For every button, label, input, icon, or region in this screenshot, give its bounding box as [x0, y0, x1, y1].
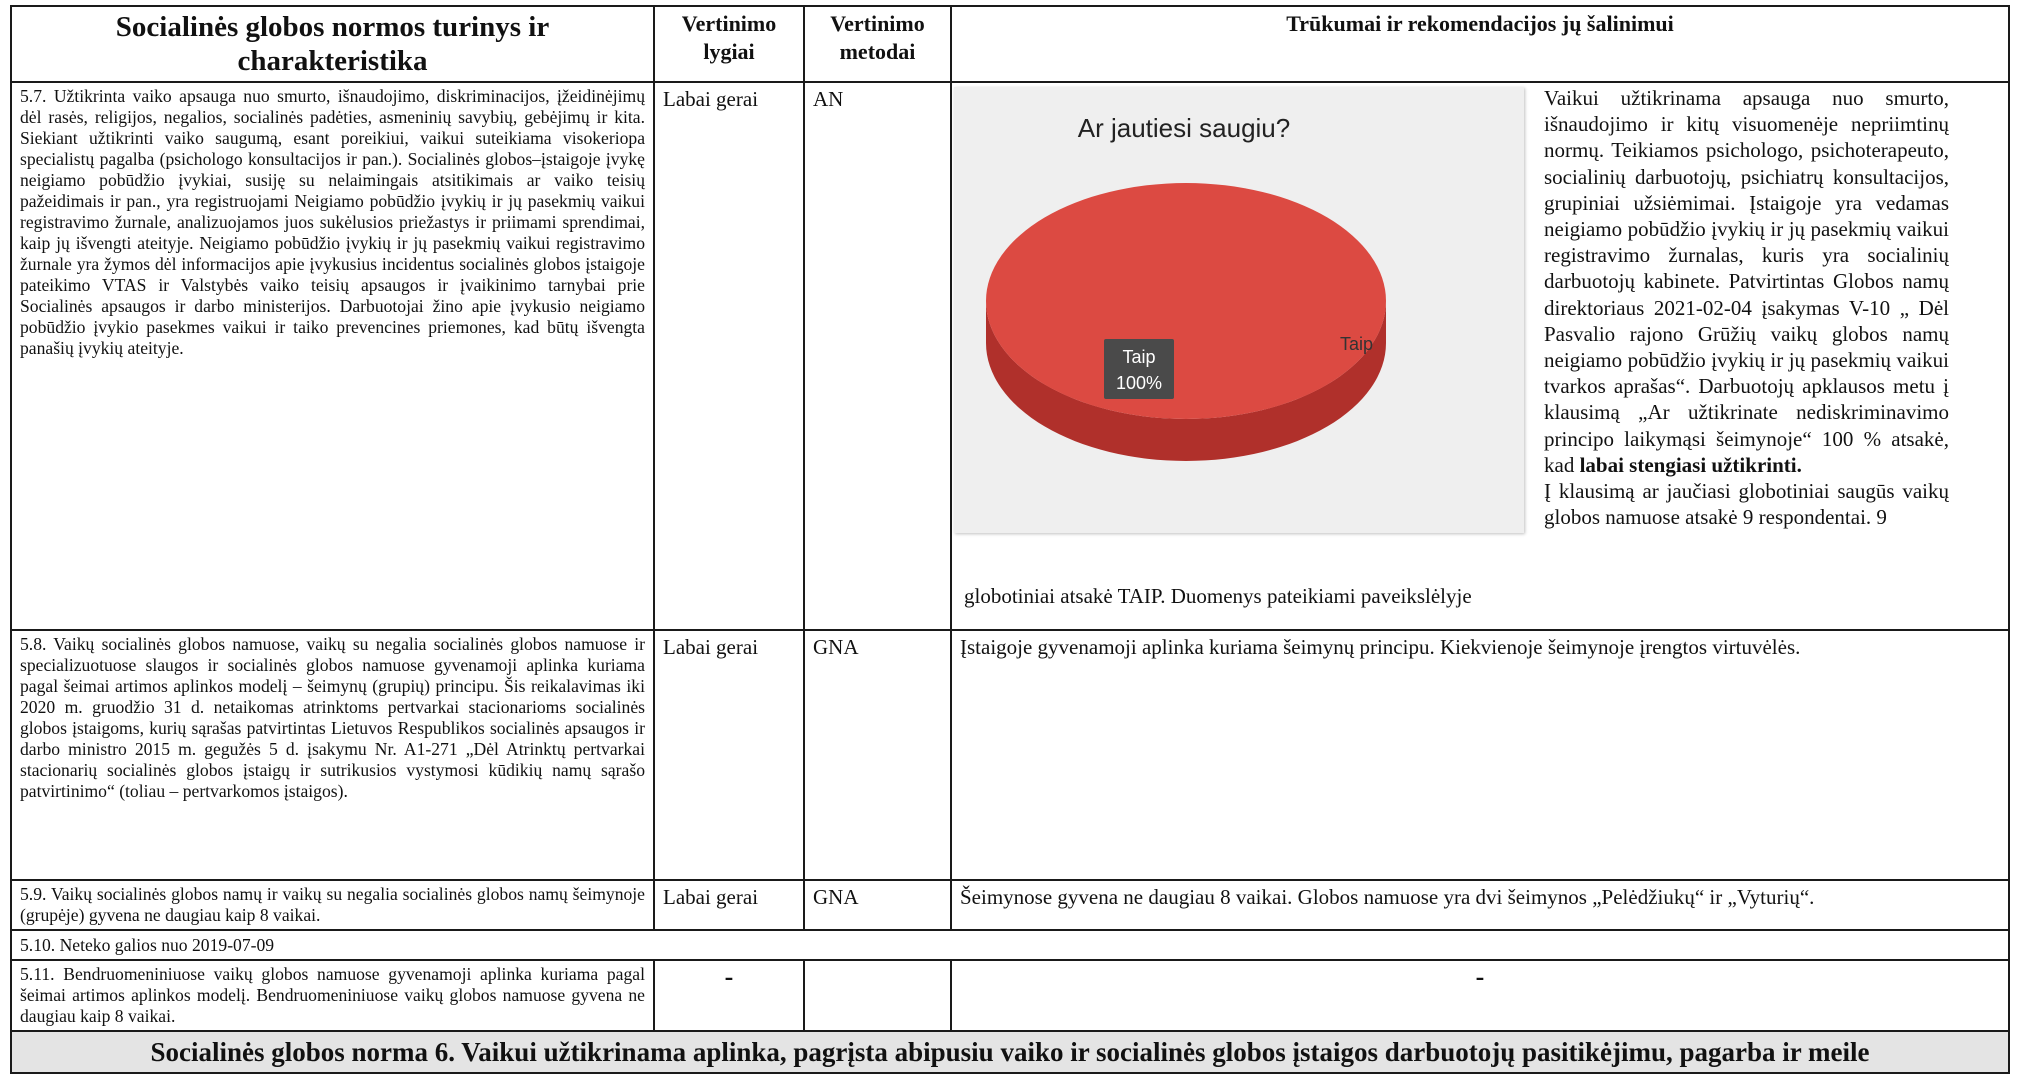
criterion-5-9: 5.9. Vaikų socialinės globos namų ir vaikų su negalia socialinės globos namų šeimynoje (grupėje) gyvena ne daugiau kaip 8 vaikai. — [11, 880, 654, 930]
norm-6-row — [11, 1031, 2009, 1073]
method-5-7: AN — [804, 82, 951, 630]
pie-data-label-category: Taip — [1122, 347, 1156, 367]
header-levels: Vertinimo lygiai — [654, 6, 804, 82]
rec-5-7-paragraph: Vaikui užtikrinama apsauga nuo smurto, išnaudojimo ir kitų visuomenėje nepriimtinų normų. Teikiamos psichologo, psichoterapeuto, socialinių darbuotojų, psichiatrų konsultacijos, grupiniai užsiėmimai. Įstaigoje yra vedamas neigiamo pobūdžio įvykių ir jų pasekmių vaikui registravimo žurnalas, kuris yra socialinių darbuotojų kabinete. Patvirtintas Globos namų direktoriaus 2021-02-04 įsakymas V-10 „ Dėl Pasvalio rajono Grūžių vaikų globos namų neigiamo pobūdžio įvykių ir jų pasekmių vaikui tvarkos aprašas“. Darbuotojų apklausos metu į klausimą „Ar užtikrinate nediskriminavimo principo laikymąsi šeimynoje“ 100 % atsakė, kad — [1544, 86, 1949, 477]
table-row-5-9 — [11, 880, 2009, 930]
pie-chart-svg — [954, 87, 1524, 533]
legend-swatch — [1325, 340, 1335, 350]
rec-5-7-caption: globotiniai atsakė TAIP. Duomenys pateikiami paveikslėlyje — [964, 584, 1472, 608]
recommendation-5-8: Įstaigoje gyvenamoji aplinka kuriama šeimynų principu. Kiekvienoje šeimynoje įrengtos virtuvėlės. — [951, 630, 2009, 880]
header-recommendations: Trūkumai ir rekomendacijos jų šalinimui — [951, 6, 2009, 82]
rec-5-7-survey: Į klausimą ar jaučiasi globotiniai saugūs vaikų globos namuose atsakė 9 respondentai. 9 — [1544, 479, 1949, 530]
header-criteria: Socialinės globos normos turinys ir charakteristika — [11, 6, 654, 82]
rec-5-7-bold: labai stengiasi užtikrinti. — [1579, 452, 1802, 477]
recommendation-5-7-container — [952, 83, 2008, 623]
method-5-8: GNA — [804, 630, 951, 880]
table-row-5-10 — [11, 930, 2009, 960]
recommendation-5-11: - — [951, 960, 2009, 1031]
recommendation-5-7-text — [1544, 85, 1949, 530]
criterion-5-11: 5.11. Bendruomeniniuose vaikų globos namuose gyvenamoji aplinka kuriama pagal šeimai artimos aplinkos modelį. Bendruomeniniuose vaikų globos namuose gyvena ne daugiau kaip 8 vaikai. — [11, 960, 654, 1031]
pie-chart-figure — [954, 87, 1524, 533]
legend-label: Taip — [1340, 334, 1374, 354]
norm-6-heading: Socialinės globos norma 6. Vaikui užtikrinama aplinka, pagrįsta abipusiu vaiko ir socialinės globos įstaigos darbuotojų pasitikėjimu, pagarba ir meile — [11, 1031, 2009, 1073]
document-page — [10, 5, 2008, 1067]
evaluation-table — [10, 5, 2010, 1074]
table-row-5-11 — [11, 960, 2009, 1031]
table-row-5-7 — [11, 82, 2009, 630]
level-5-8: Labai gerai — [654, 630, 804, 880]
level-5-7: Labai gerai — [654, 82, 804, 630]
level-5-11: - — [654, 960, 804, 1031]
recommendation-5-7 — [951, 82, 2009, 630]
table-row-5-8 — [11, 630, 2009, 880]
item-5-10: 5.10. Neteko galios nuo 2019-07-09 — [11, 930, 2009, 960]
recommendation-5-9: Šeimynose gyvena ne daugiau 8 vaikai. Globos namuose yra dvi šeimynos „Pelėdžiukų“ ir „Vyturių“. — [951, 880, 2009, 930]
criterion-5-8: 5.8. Vaikų socialinės globos namuose, vaikų su negalia socialinės globos namuose ir specializuotuose slaugos ir socialinės globos namuose gyvenamoji aplinka kuriama pagal šeimai artimos aplinkos modelį – šeimynų (grupių) principu. Šis reikalavimas iki 2020 m. gruodžio 31 d. netaikomas atrinktoms pertvarkai stacionarioms socialinės globos įstaigoms, kurių sąrašas patvirtintas Lietuvos Respublikos socialinės apsaugos ir darbo ministro 2015 m. gegužės 5 d. įsakymu Nr. A1-271 „Dėl Atrinktų pertvarkai stacionarių socialinės globos įstaigų ir sutrikusios vystymosi kūdikių namų sąrašo patvirtinimo“ (toliau – pertvarkomos įstaigos). — [11, 630, 654, 880]
table-header-row — [11, 6, 2009, 82]
pie-data-label-value: 100% — [1115, 373, 1163, 393]
header-methods: Vertinimo metodai — [804, 6, 951, 82]
chart-title: Ar jautiesi saugiu? — [1077, 113, 1291, 143]
level-5-9: Labai gerai — [654, 880, 804, 930]
criterion-5-7: 5.7. Užtikrinta vaiko apsauga nuo smurto, išnaudojimo, diskriminacijos, įžeidinėjimų dėl rasės, religijos, negalios, socialinės padėties, asmeninių savybių, gebėjimų ir kita. Siekiant užtikrinti vaiko saugumą, esant poreikiui, vaikui suteikiama visokeriopa specialistų pagalba (psichologo konsultacijos ir pan.). Socialinės globos–įstaigoje įvykę neigiamo pobūdžio įvykiai, susiję su nelaimingais atsitikimais ar vaiko teisių pažeidimais ir pan., yra registruojami Neigiamo pobūdžio įvykių ir jų pasekmių vaikui registravimo žurnale, analizuojamos juos sukėlusios priežastys ir priimami sprendimai, kaip jų išvengti ateityje. Neigiamo pobūdžio įvykių ir jų pasekmių vaikui registravimo žurnale yra žymos dėl informacijos apie įvykusius incidentus socialinės globos įstaigoje pateikimo VTAS ir Valstybės vaiko teisių apsaugos ir įvaikinimo tarnybai prie Socialinės apsaugos ir darbo ministerijos. Darbuotojai žino apie įvykusio neigiamo pobūdžio įvykio pasekmes vaikui ir taiko prevencines priemones, kad būtų išvengta panašių įvykių ateityje. — [11, 82, 654, 630]
method-5-9: GNA — [804, 880, 951, 930]
method-5-11 — [804, 960, 951, 1031]
